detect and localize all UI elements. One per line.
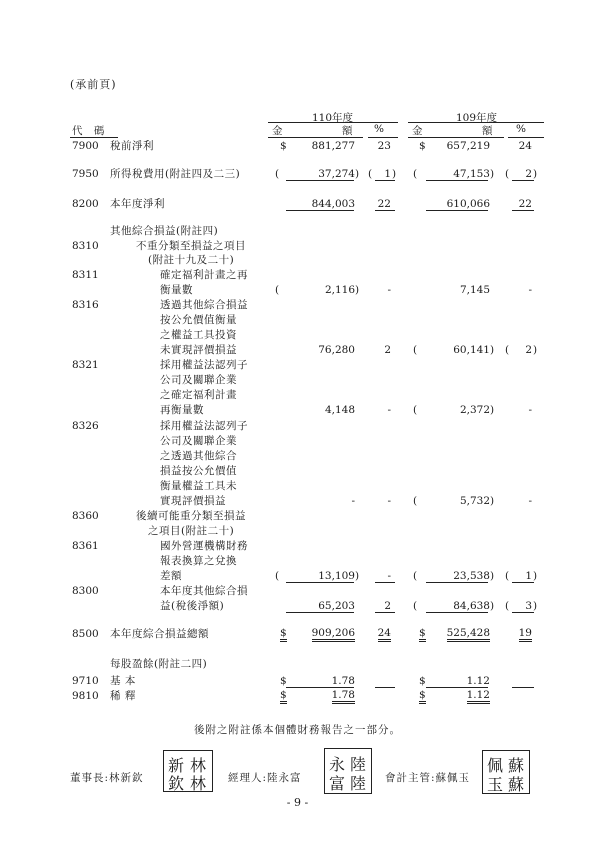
- table-row: [0, 313, 595, 327]
- open-paren: (: [413, 168, 418, 180]
- chairman-seal: [163, 750, 213, 792]
- close-paren: ): [490, 570, 495, 582]
- table-row: [0, 283, 595, 297]
- manager-seal: [324, 748, 372, 794]
- pct-header-1: %: [374, 123, 384, 135]
- row-label: 稅前淨利: [110, 140, 154, 152]
- row-code: 8360: [72, 510, 99, 522]
- amount-header-1b: 額: [342, 125, 353, 137]
- accountant-seal-char: 佩: [487, 756, 504, 775]
- row-label: 報表換算之兌換: [160, 555, 237, 567]
- pct-2021: 1: [384, 168, 391, 180]
- row-code: 9810: [72, 690, 99, 702]
- table-row: [0, 524, 595, 538]
- row-code: 8361: [72, 540, 99, 552]
- table-row: [0, 554, 595, 568]
- open-paren: (: [413, 600, 418, 612]
- manager-seal-char: 富: [329, 774, 346, 793]
- row-label: 本年度淨利: [110, 198, 165, 210]
- table-row: [0, 224, 595, 238]
- accountant-seal-char: 玉: [487, 775, 504, 794]
- close-paren: ): [533, 600, 538, 612]
- pct-2020: 1: [525, 570, 532, 582]
- close-paren: ): [533, 168, 538, 180]
- pct-2020: 24: [518, 140, 532, 152]
- pct2-header-rule: [508, 137, 544, 138]
- currency-symbol: $: [419, 140, 426, 152]
- amount-header-2b: 額: [482, 125, 493, 137]
- table-row: [0, 197, 595, 211]
- row-label: 之透過其他綜合: [160, 450, 237, 462]
- open-paren: (: [368, 168, 373, 180]
- underline: [286, 582, 354, 583]
- table-row: [0, 627, 595, 641]
- row-code: 7950: [72, 168, 99, 180]
- table-row: [0, 373, 595, 387]
- table-row: [0, 599, 595, 613]
- pct-2021: 23: [377, 140, 391, 152]
- amount-2021: -: [351, 495, 355, 507]
- table-row: [0, 253, 595, 267]
- open-paren: (: [275, 168, 280, 180]
- table-row: [0, 657, 595, 671]
- row-label: 後續可能重分類至損益: [136, 510, 246, 522]
- year-2020-header: 109年度: [455, 112, 498, 124]
- row-code: 9710: [72, 675, 99, 687]
- underline: [286, 180, 354, 181]
- open-paren: (: [275, 284, 280, 296]
- amount-2020: 5,732: [459, 495, 490, 507]
- row-code: 8311: [72, 269, 99, 281]
- amount-2020: 1.12: [467, 689, 490, 704]
- underline: [375, 687, 395, 688]
- accountant-seal-char: 蘇: [508, 775, 525, 794]
- table-row: [0, 139, 595, 153]
- pct-2020: 19: [519, 627, 532, 642]
- pct-2020: 22: [518, 198, 532, 210]
- close-paren: ): [490, 600, 495, 612]
- row-label: 所得稅費用(附註四及二三): [110, 168, 241, 180]
- pct-2020: -: [528, 404, 532, 416]
- chairman-signature: 董事長:林新欽: [70, 772, 144, 784]
- pct-header-2: %: [516, 123, 526, 135]
- table-row: [0, 358, 595, 372]
- amount-2020: 657,219: [446, 140, 490, 152]
- row-label: 透過其他綜合損益: [160, 299, 248, 311]
- chairman-seal-char: 欽: [168, 774, 185, 793]
- pct-2021: 2: [384, 600, 391, 612]
- amount-2021: 881,277: [311, 140, 355, 152]
- underline: [375, 612, 395, 613]
- table-row: [0, 328, 595, 342]
- row-code: 8316: [72, 299, 99, 311]
- accountant-signature: 會計主管:蘇佩玉: [385, 772, 471, 784]
- row-label: 確定福利計畫之再: [160, 269, 248, 281]
- table-row: [0, 298, 595, 312]
- open-paren: (: [413, 344, 418, 356]
- row-label: 未實現評價損益: [160, 344, 237, 356]
- underline: [286, 612, 354, 613]
- currency-symbol: $: [280, 689, 287, 704]
- currency-symbol: $: [280, 140, 287, 152]
- currency-symbol: $: [419, 627, 426, 642]
- close-paren: ): [355, 168, 360, 180]
- accountant-seal: [482, 750, 530, 794]
- open-paren: (: [413, 570, 418, 582]
- close-paren: ): [533, 344, 538, 356]
- amount-2020: 610,066: [446, 198, 490, 210]
- amount-2021: 1.78: [331, 675, 355, 687]
- open-paren: (: [413, 404, 418, 416]
- row-code: 8310: [72, 240, 99, 252]
- row-label: 本年度綜合損益總額: [110, 628, 209, 640]
- amount-2020: 23,538: [453, 570, 490, 582]
- table-row: [0, 584, 595, 598]
- table-row: [0, 268, 595, 282]
- row-label: 採用權益法認列子: [160, 420, 248, 432]
- amount-2021: 2,116: [324, 284, 355, 296]
- row-code: 8300: [72, 585, 99, 597]
- manager-seal-char: 永: [329, 755, 346, 774]
- underline: [512, 210, 534, 211]
- close-paren: ): [490, 168, 495, 180]
- manager-signature: 經理人:陸永富: [228, 772, 302, 784]
- open-paren: (: [505, 570, 510, 582]
- open-paren: (: [505, 168, 510, 180]
- amount2-header-rule: [408, 137, 504, 138]
- underline: [286, 687, 354, 688]
- row-label: 採用權益法認列子: [160, 359, 248, 371]
- pct-2020: -: [528, 495, 532, 507]
- chairman-seal-char: 新: [168, 756, 185, 775]
- close-paren: ): [355, 284, 360, 296]
- row-label: 益(稅後淨額): [160, 600, 225, 612]
- row-label: 公司及關聯企業: [160, 374, 237, 386]
- underline: [512, 612, 534, 613]
- row-label: 稀 釋: [110, 690, 136, 702]
- currency-symbol: $: [419, 689, 426, 704]
- pct1-header-rule: [368, 137, 398, 138]
- underline: [512, 582, 534, 583]
- underline: [286, 210, 354, 211]
- amount1-header-rule: [268, 137, 363, 138]
- pct-2020: 2: [525, 168, 532, 180]
- pct-2021: -: [387, 495, 391, 507]
- row-label: 每股盈餘(附註二四): [110, 658, 208, 670]
- underline: [375, 210, 395, 211]
- currency-symbol: $: [280, 675, 287, 687]
- row-code: 8500: [72, 628, 99, 640]
- close-paren: ): [490, 404, 495, 416]
- table-row: [0, 449, 595, 463]
- row-label: 之權益工具投資: [160, 329, 237, 341]
- open-paren: (: [413, 495, 418, 507]
- underline: [426, 612, 488, 613]
- close-paren: ): [355, 570, 360, 582]
- row-label: 基 本: [110, 675, 136, 687]
- table-row: [0, 674, 595, 688]
- amount-2020: 7,145: [459, 284, 490, 296]
- row-label: 本年度其他綜合損: [160, 585, 248, 597]
- row-label: 其他綜合損益(附註四): [110, 225, 219, 237]
- amount-2020: 47,153: [453, 168, 490, 180]
- code-header: 代 碼: [72, 125, 109, 137]
- pct-2021: -: [387, 404, 391, 416]
- close-paren: ): [490, 495, 495, 507]
- row-label: 衡量權益工具未: [160, 480, 237, 492]
- underline: [375, 582, 395, 583]
- continued-label: (承前頁): [70, 78, 117, 91]
- underline: [426, 180, 488, 181]
- pct-2021: 2: [384, 344, 391, 356]
- table-row: [0, 569, 595, 583]
- currency-symbol: $: [419, 675, 426, 687]
- underline: [426, 582, 488, 583]
- table-row: [0, 689, 595, 703]
- pct-2021: -: [387, 284, 391, 296]
- row-label: 損益按公允價值: [160, 465, 237, 477]
- amount-2021: 1.78: [332, 689, 355, 704]
- chairman-seal-char: 林: [190, 756, 207, 775]
- code-header-rule: [70, 137, 118, 138]
- table-row: [0, 419, 595, 433]
- amount-2021: 909,206: [312, 627, 355, 642]
- amount-2021: 844,003: [311, 198, 355, 210]
- table-row: [0, 494, 595, 508]
- underline: [512, 687, 534, 688]
- row-label: 之項目(附註二十): [148, 525, 235, 537]
- row-label: 實現評價損益: [160, 495, 226, 507]
- amount-header-1a: 金: [272, 125, 283, 137]
- amount-2021: 13,109: [318, 570, 355, 582]
- amount-2020: 60,141: [453, 344, 490, 356]
- underline: [426, 687, 488, 688]
- row-label: 不重分類至損益之項目: [136, 240, 246, 252]
- underline: [375, 180, 395, 181]
- amount-2021: 37,274: [318, 168, 355, 180]
- row-label: (附註十九及二十): [148, 254, 235, 266]
- chairman-seal-char: 林: [190, 774, 207, 793]
- amount-2020: 525,428: [447, 627, 490, 642]
- amount-2021: 4,148: [324, 404, 355, 416]
- row-label: 國外營運機構財務: [160, 540, 248, 552]
- amount-2021: 65,203: [318, 600, 355, 612]
- table-row: [0, 239, 595, 253]
- table-row: [0, 388, 595, 402]
- table-row: [0, 343, 595, 357]
- row-label: 差額: [160, 570, 182, 582]
- accountant-seal-char: 蘇: [508, 756, 525, 775]
- table-row: [0, 403, 595, 417]
- row-label: 再衡量數: [160, 404, 204, 416]
- close-paren: ): [392, 168, 397, 180]
- row-code: 8200: [72, 198, 99, 210]
- table-row: [0, 464, 595, 478]
- amount-2020: 2,372: [459, 404, 490, 416]
- pct-2021: -: [387, 570, 391, 582]
- open-paren: (: [275, 570, 280, 582]
- open-paren: (: [505, 600, 510, 612]
- close-paren: ): [490, 344, 495, 356]
- table-row: [0, 509, 595, 523]
- underline: [426, 210, 488, 211]
- pct-2021: 22: [377, 198, 391, 210]
- row-code: 7900: [72, 140, 99, 152]
- row-label: 按公允價值衡量: [160, 314, 237, 326]
- table-row: [0, 434, 595, 448]
- pct-2021: 24: [378, 627, 391, 642]
- manager-seal-char: 陸: [350, 755, 367, 774]
- row-label: 公司及關聯企業: [160, 435, 237, 447]
- close-paren: ): [533, 570, 538, 582]
- pct-2020: 3: [525, 600, 532, 612]
- amount-2021: 76,280: [318, 344, 355, 356]
- row-label: 衡量數: [160, 284, 193, 296]
- row-label: 之確定福利計畫: [160, 389, 237, 401]
- year-2021-header: 110年度: [311, 112, 354, 124]
- currency-symbol: $: [280, 627, 287, 642]
- footnote: 後附之附註係本個體財務報告之一部分。: [194, 724, 401, 736]
- table-row: [0, 479, 595, 493]
- manager-seal-char: 陸: [350, 774, 367, 793]
- row-code: 8326: [72, 420, 99, 432]
- amount-2020: 1.12: [466, 675, 490, 687]
- row-code: 8321: [72, 359, 99, 371]
- table-row: [0, 167, 595, 181]
- pct-2020: 2: [525, 344, 532, 356]
- underline: [512, 180, 534, 181]
- amount-header-2a: 金: [412, 125, 423, 137]
- amount-2020: 84,638: [453, 600, 490, 612]
- pct-2020: -: [528, 284, 532, 296]
- table-row: [0, 539, 595, 553]
- open-paren: (: [505, 344, 510, 356]
- page-number: - 9 -: [286, 796, 309, 809]
